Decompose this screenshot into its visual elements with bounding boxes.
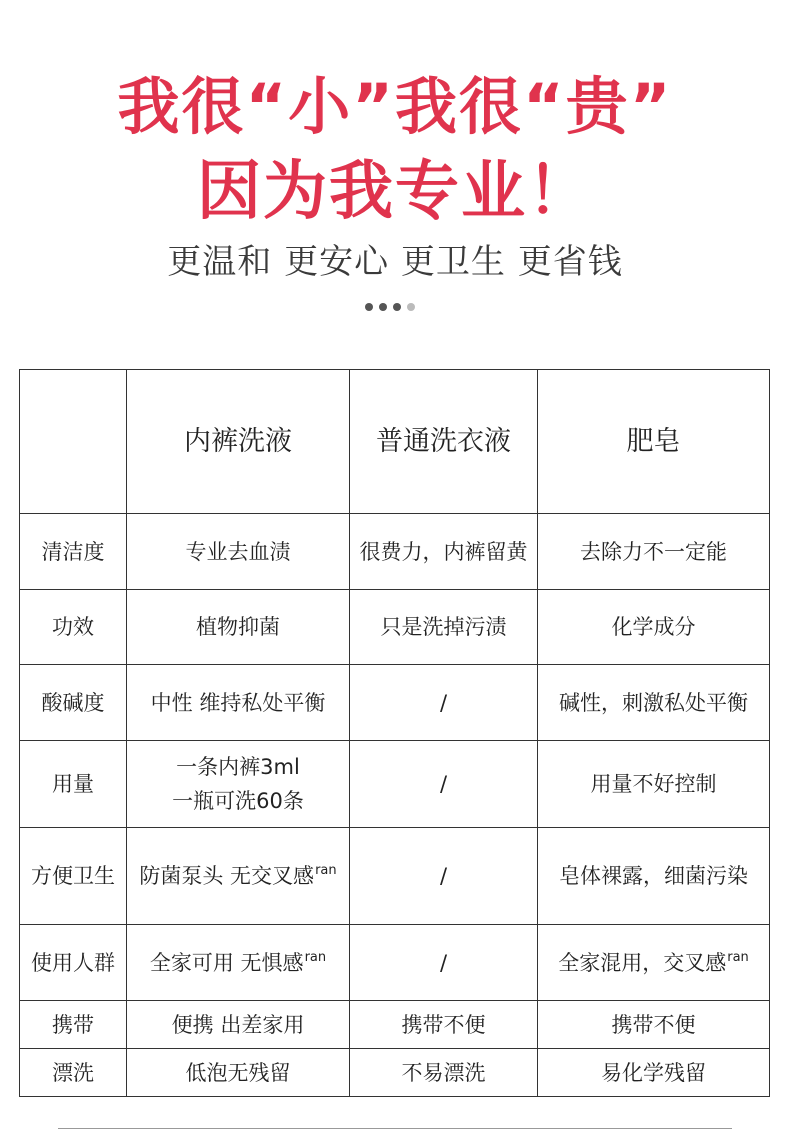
feature-cell: 清洁度	[20, 514, 127, 590]
soap-superscript: ran	[727, 949, 749, 965]
soap-cell: 用量不好控制	[538, 741, 770, 828]
header-soap: 肥皂	[538, 370, 770, 514]
detergent-cell: /	[350, 741, 538, 828]
ours-line-2: 一瓶可洗60条	[172, 789, 304, 813]
carousel-dot-1[interactable]	[365, 303, 373, 311]
ours-line-1: 一条内裤3ml	[176, 755, 300, 779]
ours-cell	[127, 741, 350, 828]
header-detergent: 普通洗衣液	[350, 370, 538, 514]
detergent-cell: /	[350, 828, 538, 925]
detergent-cell: 很费力，内裤留黄	[350, 514, 538, 590]
feature-cell: 酸碱度	[20, 665, 127, 741]
soap-cell: 化学成分	[538, 590, 770, 665]
table-header-row	[20, 370, 770, 514]
soap-cell: 易化学残留	[538, 1049, 770, 1097]
soap-cell: 碱性，刺激私处平衡	[538, 665, 770, 741]
header-corner-cell	[20, 370, 127, 514]
soap-cell	[538, 925, 770, 1001]
table-row	[20, 1049, 770, 1097]
ours-cell: 植物抑菌	[127, 590, 350, 665]
carousel-dots	[365, 303, 415, 311]
soap-cell: 去除力不一定能	[538, 514, 770, 590]
headline-line-1: 我很“小”我很“贵”	[117, 70, 673, 143]
feature-cell: 方便卫生	[20, 828, 127, 925]
comparison-table	[19, 369, 770, 1097]
feature-cell: 漂洗	[20, 1049, 127, 1097]
detergent-cell: /	[350, 925, 538, 1001]
bottom-divider	[58, 1128, 732, 1129]
carousel-dot-2[interactable]	[379, 303, 387, 311]
ours-cell: 中性 维持私处平衡	[127, 665, 350, 741]
table-row	[20, 925, 770, 1001]
ours-text: 全家可用 无惧感	[149, 950, 304, 975]
soap-cell: 携带不便	[538, 1001, 770, 1049]
table-row	[20, 828, 770, 925]
detergent-cell: 携带不便	[350, 1001, 538, 1049]
detergent-cell: 不易漂洗	[350, 1049, 538, 1097]
ours-superscript: ran	[304, 949, 327, 965]
carousel-dot-3[interactable]	[393, 303, 401, 311]
table-row	[20, 514, 770, 590]
headline-line-2: 因为我专业！	[197, 155, 593, 229]
soap-text: 全家混用，交叉感	[558, 950, 727, 975]
ours-cell: 低泡无残留	[127, 1049, 350, 1097]
ours-cell: 便携 出差家用	[127, 1001, 350, 1049]
soap-cell: 皂体裸露，细菌污染	[538, 828, 770, 925]
detergent-cell: 只是洗掉污渍	[350, 590, 538, 665]
feature-cell: 携带	[20, 1001, 127, 1049]
detergent-cell: /	[350, 665, 538, 741]
ours-cell	[127, 925, 350, 1001]
header-underwear-wash: 内裤洗液	[127, 370, 350, 514]
ours-cell	[127, 828, 350, 925]
ours-superscript: ran	[315, 863, 337, 878]
table-row	[20, 590, 770, 665]
table-row	[20, 741, 770, 828]
table-row	[20, 665, 770, 741]
carousel-dot-4[interactable]	[407, 303, 415, 311]
ours-cell: 专业去血渍	[127, 514, 350, 590]
table-row	[20, 1001, 770, 1049]
subheadline: 更温和 更安心 更卫生 更省钱	[167, 242, 623, 282]
feature-cell: 功效	[20, 590, 127, 665]
ours-text: 防菌泵头 无交叉感	[139, 864, 315, 888]
feature-cell: 用量	[20, 741, 127, 828]
feature-cell: 使用人群	[20, 925, 127, 1001]
